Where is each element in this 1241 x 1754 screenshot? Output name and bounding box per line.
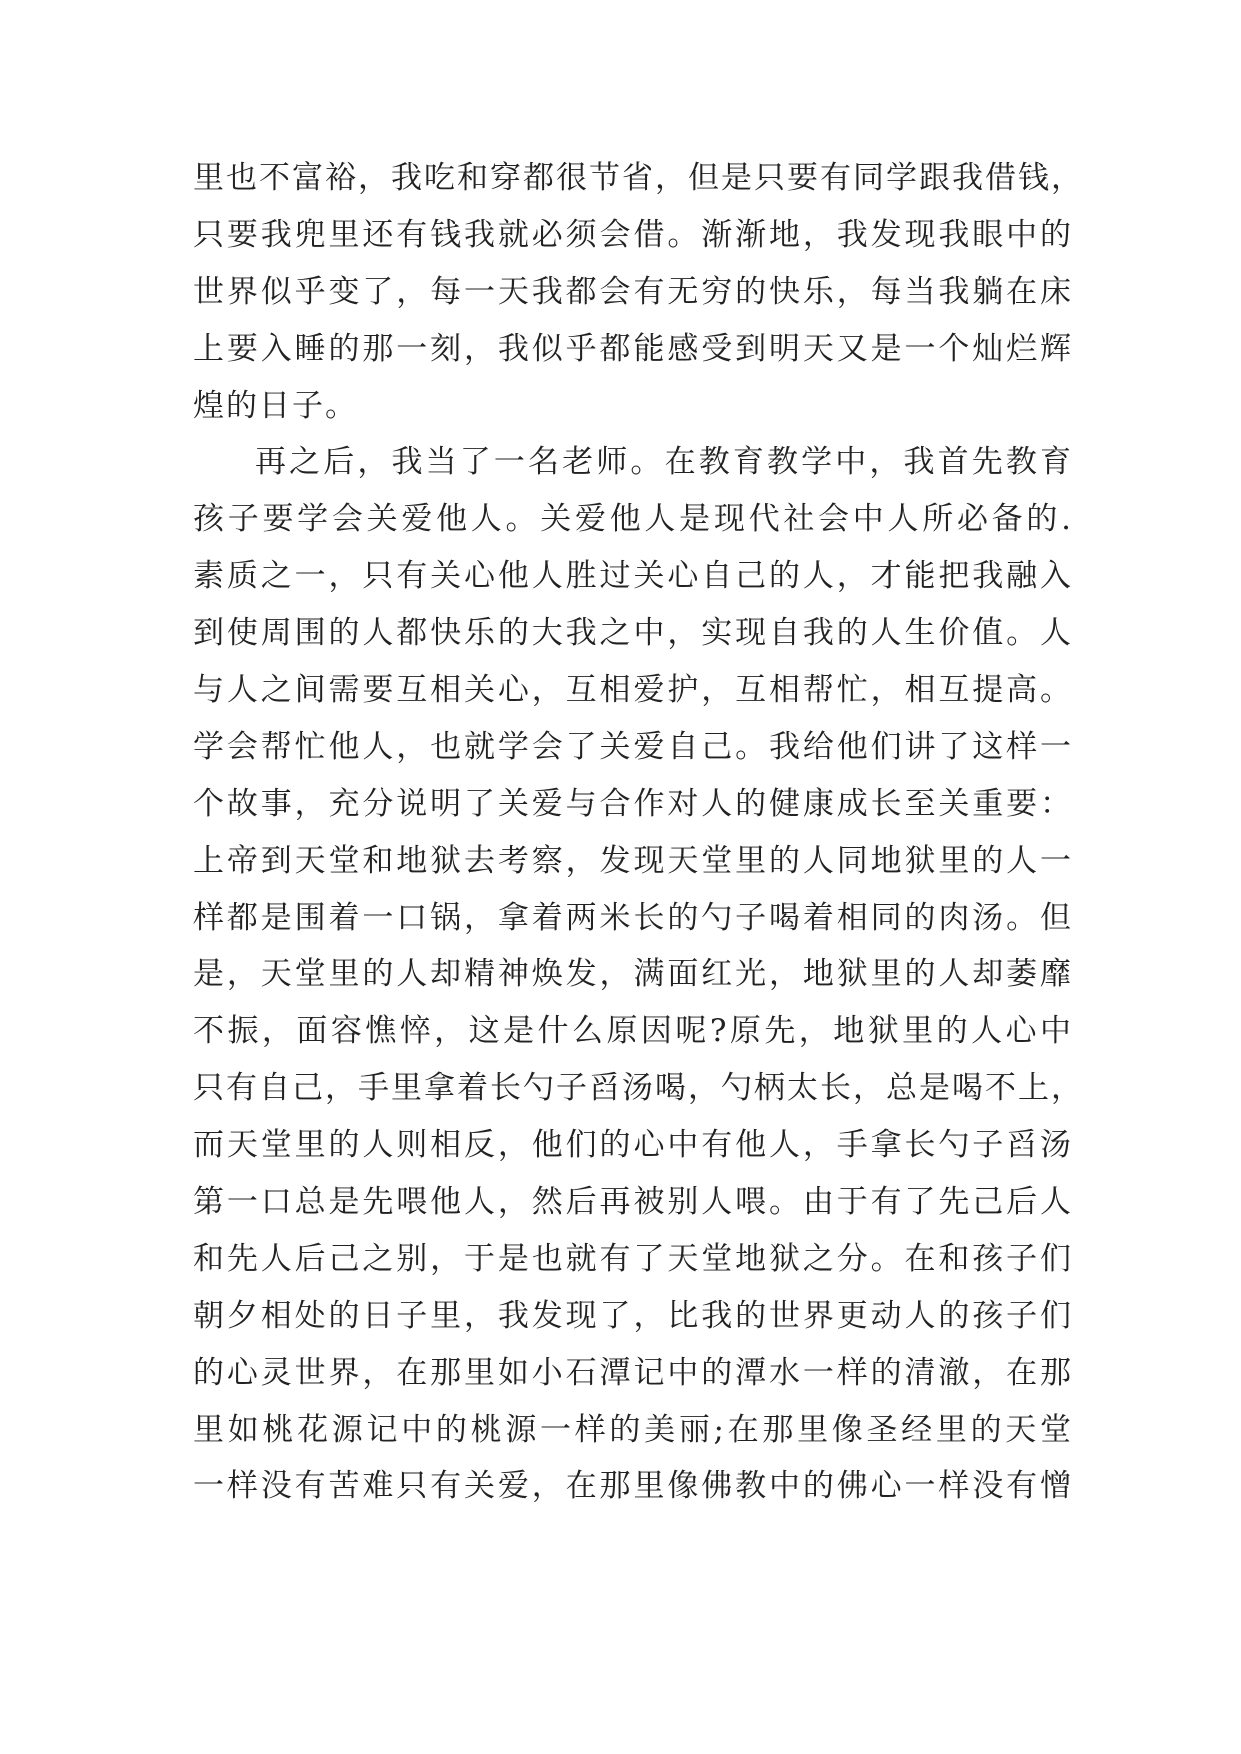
text-line: 一样没有苦难只有关爱，在那里像佛教中的佛心一样没有憎 xyxy=(193,1468,1073,1505)
text-line: 朝夕相处的日子里，我发现了，比我的世界更动人的孩子们 xyxy=(193,1297,1073,1334)
text-line: 上要入睡的那一刻，我似乎都能感受到明天又是一个灿烂辉 xyxy=(193,330,1073,367)
text-line: 里也不富裕，我吃和穿都很节省，但是只要有同学跟我借钱， xyxy=(193,160,1084,196)
text-line: 素质之一，只有关心他人胜过关心自己的人，才能把我融入 xyxy=(193,558,1073,595)
text-line: 第一口总是先喂他人，然后再被别人喂。由于有了先己后人 xyxy=(193,1184,1073,1221)
text-line: 只有自己，手里拿着长勺子舀汤喝，勺柄太长，总是喝不上， xyxy=(193,1070,1084,1107)
text-line: 只要我兜里还有钱我就必须会借。渐渐地，我发现我眼中的 xyxy=(193,216,1073,253)
text-line: 上帝到天堂和地狱去考察，发现天堂里的人同地狱里的人一 xyxy=(193,842,1073,879)
text-line: 个故事，充分说明了关爱与合作对人的健康成长至关重要： xyxy=(193,785,1073,822)
text-line: 和先人后己之别，于是也就有了天堂地狱之分。在和孩子们 xyxy=(193,1240,1073,1277)
text-line: 到使周围的人都快乐的大我之中，实现自我的人生价值。人 xyxy=(193,615,1073,652)
text-line: 煌的日子。 xyxy=(193,387,358,424)
text-line: 与人之间需要互相关心，互相爱护，互相帮忙，相互提高。 xyxy=(193,672,1073,709)
text-line: 的心灵世界，在那里如小石潭记中的潭水一样的清澈，在那 xyxy=(193,1354,1073,1391)
text-line: 世界似乎变了，每一天我都会有无穷的快乐，每当我躺在床 xyxy=(193,273,1073,310)
text-line: 样都是围着一口锅，拿着两米长的勺子喝着相同的肉汤。但 xyxy=(193,899,1073,936)
text-line: 而天堂里的人则相反，他们的心中有他人，手拿长勺子舀汤 xyxy=(193,1127,1073,1164)
text-line: 孩子要学会关爱他人。关爱他人是现代社会中人所必备的. xyxy=(193,501,1073,538)
text-line: 再之后，我当了一名老师。在教育教学中，我首先教育 xyxy=(255,444,1073,481)
body-text xyxy=(193,158,1084,1523)
text-line: 里如桃花源记中的桃源一样的美丽;在那里像圣经里的天堂 xyxy=(193,1411,1073,1448)
text-line: 学会帮忙他人，也就学会了关爱自己。我给他们讲了这样一 xyxy=(193,728,1073,765)
text-line: 不振，面容憔悴，这是什么原因呢?原先，地狱里的人心中 xyxy=(193,1013,1073,1050)
text-line: 是，天堂里的人却精神焕发，满面红光，地狱里的人却萎靡 xyxy=(193,956,1073,993)
